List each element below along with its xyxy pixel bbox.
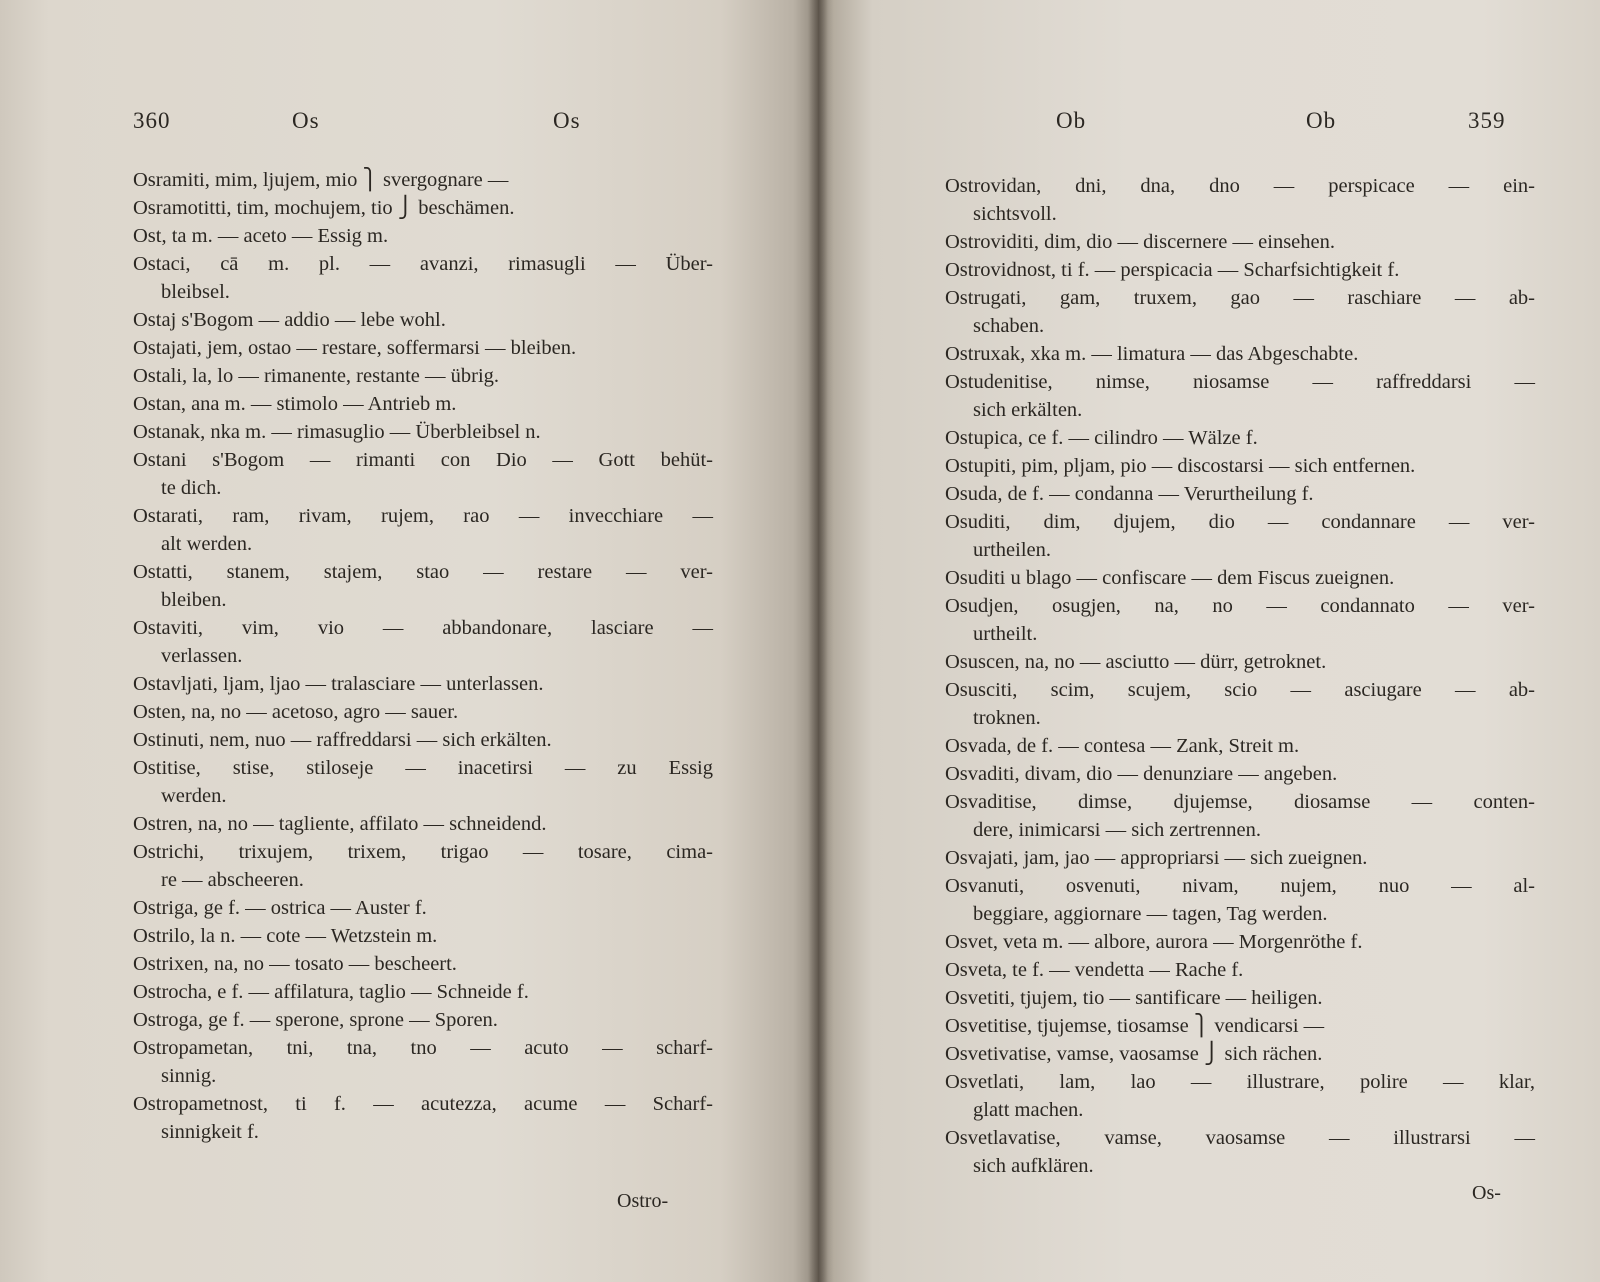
dictionary-entry [945, 228, 1535, 256]
dictionary-entry [945, 844, 1535, 872]
dictionary-entry [133, 922, 713, 950]
dictionary-entry [133, 390, 713, 418]
dictionary-entry [133, 698, 713, 726]
entry-line: Osvaditise, dimse, djujemse, diosamse — conten- [945, 791, 1535, 813]
dictionary-entry [945, 368, 1535, 424]
entry-line: Osvanuti, osvenuti, nivam, nujem, nuo — al- [945, 875, 1535, 897]
dictionary-entry [945, 508, 1535, 564]
entry-line: Ostan, ana m. — stimolo — Antrieb m. [133, 393, 457, 415]
dictionary-entry [945, 1040, 1535, 1068]
dictionary-entry [945, 760, 1535, 788]
entry-line: Osvetiti, tjujem, tio — santificare — heiligen. [945, 987, 1323, 1009]
entry-line: Osvet, veta m. — albore, aurora — Morgenröthe f. [945, 931, 1363, 953]
dictionary-entry [945, 480, 1535, 508]
dictionary-entry [133, 614, 713, 670]
entry-line: Ostrovidnost, ti f. — perspicacia — Scharfsichtigkeit f. [945, 259, 1400, 281]
dictionary-entry [945, 284, 1535, 340]
entry-continuation: troknen. [973, 707, 1041, 729]
dictionary-entry [133, 726, 713, 754]
page-number: 359 [1468, 108, 1506, 133]
dictionary-entry [945, 1068, 1535, 1124]
dictionary-entry [133, 670, 713, 698]
entry-line: Ostupica, ce f. — cilindro — Wälze f. [945, 427, 1258, 449]
dictionary-entry [945, 1012, 1535, 1040]
entry-continuation: beggiare, aggiornare — tagen, Tag werden. [973, 903, 1328, 925]
running-header-right: Os [553, 108, 581, 133]
entry-continuation: glatt machen. [973, 1099, 1084, 1121]
entry-line: Osuditi, dim, djujem, dio — condannare — ver- [945, 511, 1535, 533]
entry-line: Ostaj s'Bogom — addio — lebe wohl. [133, 309, 446, 331]
entry-line: Ostavljati, ljam, ljao — tralasciare — unterlassen. [133, 673, 544, 695]
entry-line: Ostajati, jem, ostao — restare, soffermarsi — bleiben. [133, 337, 577, 359]
entry-line: Osuditi u blago — confiscare — dem Fiscus zueignen. [945, 567, 1395, 589]
dictionary-entry [945, 424, 1535, 452]
dictionary-entry [945, 1124, 1535, 1180]
dictionary-entry [133, 838, 713, 894]
entry-continuation: dere, inimicarsi — sich zertrennen. [973, 819, 1262, 841]
entry-line: Ostrichi, trixujem, trixem, trigao — tosare, cima- [133, 841, 713, 863]
entry-line: Ostrilo, la n. — cote — Wetzstein m. [133, 925, 438, 947]
entry-continuation: re — abscheeren. [161, 869, 304, 891]
entry-line: Osuscen, na, no — asciutto — dürr, getroknet. [945, 651, 1327, 673]
entry-line: Ostaci, cā m. pl. — avanzi, rimasugli — Über- [133, 253, 713, 275]
dictionary-entries [133, 166, 713, 1146]
dictionary-entry [945, 872, 1535, 928]
dictionary-entry [945, 676, 1535, 732]
dictionary-entry [133, 250, 713, 306]
entry-line: Ostanak, nka m. — rimasuglio — Überbleibsel n. [133, 421, 541, 443]
entry-line: Ostroga, ge f. — sperone, sprone — Sporen. [133, 1009, 498, 1031]
entry-continuation: bleibsel. [161, 281, 230, 303]
dictionary-entry [133, 362, 713, 390]
entry-line: Ostitise, stise, stiloseje — inacetirsi — zu Essig [133, 757, 713, 779]
entry-line: Osvetlati, lam, lao — illustrare, polire — klar, [945, 1071, 1535, 1093]
dictionary-entry [945, 172, 1535, 228]
dictionary-entry [133, 978, 713, 1006]
entry-line: Osten, na, no — acetoso, agro — sauer. [133, 701, 459, 723]
entry-line: Ostropametan, tni, tna, tno — acuto — scharf- [133, 1037, 713, 1059]
entry-line: Ostruxak, xka m. — limatura — das Abgeschabte. [945, 343, 1359, 365]
entry-line: Osuda, de f. — condanna — Verurtheilung f. [945, 483, 1314, 505]
dictionary-entry [945, 732, 1535, 760]
entry-line: Ostudenitise, nimse, niosamse — raffreddarsi — [945, 371, 1535, 393]
entry-continuation: urtheilen. [973, 539, 1051, 561]
catchword: Ostro- [617, 1190, 669, 1212]
entry-continuation: verlassen. [161, 645, 243, 667]
dictionary-entry [133, 754, 713, 810]
entry-continuation: alt werden. [161, 533, 253, 555]
entry-line: Osudjen, osugjen, na, no — condannato — ver- [945, 595, 1535, 617]
dictionary-entry [945, 256, 1535, 284]
entry-line: Osvetlavatise, vamse, vaosamse — illustrarsi — [945, 1127, 1535, 1149]
dictionary-entry [133, 334, 713, 362]
entry-line: Ostrugati, gam, truxem, gao — raschiare — ab- [945, 287, 1535, 309]
entry-line: Ostroviditi, dim, dio — discernere — einsehen. [945, 231, 1335, 253]
dictionary-entry [133, 810, 713, 838]
dictionary-entry [133, 502, 713, 558]
dictionary-entries [945, 172, 1535, 1180]
entry-line: Ostriga, ge f. — ostrica — Auster f. [133, 897, 427, 919]
entry-continuation: sinnigkeit f. [161, 1121, 259, 1143]
dictionary-entry [133, 1006, 713, 1034]
dictionary-entry [133, 306, 713, 334]
entry-line: Osvetivatise, vamse, vaosamse ⎭ sich rächen. [945, 1043, 1323, 1065]
entry-line: Ostropametnost, ti f. — acutezza, acume — Scharf- [133, 1093, 713, 1115]
running-header-left: Ob [1056, 108, 1087, 133]
dictionary-entry [945, 788, 1535, 844]
running-header-left: Os [292, 108, 320, 133]
entry-continuation: urtheilt. [973, 623, 1038, 645]
book-gutter [808, 0, 828, 1282]
dictionary-entry [945, 592, 1535, 648]
dictionary-entry [945, 340, 1535, 368]
dictionary-entry [133, 418, 713, 446]
entry-line: Ostrixen, na, no — tosato — bescheert. [133, 953, 457, 975]
dictionary-entry [945, 984, 1535, 1012]
entry-line: Ostarati, ram, rivam, rujem, rao — invecchiare — [133, 505, 713, 527]
entry-continuation: sich erkälten. [973, 399, 1083, 421]
entry-line: Ostrovidan, dni, dna, dno — perspicace — ein- [945, 175, 1535, 197]
entry-line: Osramiti, mim, ljujem, mio ⎫ svergognare — [133, 169, 509, 191]
entry-line: Ost, ta m. — aceto — Essig m. [133, 225, 389, 247]
entry-line: Ostren, na, no — tagliente, affilato — schneidend. [133, 813, 547, 835]
entry-line: Ostupiti, pim, pljam, pio — discostarsi — sich entfernen. [945, 455, 1416, 477]
entry-line: Osveta, te f. — vendetta — Rache f. [945, 959, 1244, 981]
dictionary-entry [133, 194, 713, 222]
catchword: Os- [1472, 1182, 1501, 1204]
entry-line: Osvajati, jam, jao — appropriarsi — sich zueignen. [945, 847, 1368, 869]
entry-line: Osramotitti, tim, mochujem, tio ⎭ beschämen. [133, 197, 515, 219]
page-number: 360 [133, 108, 171, 133]
dictionary-entry [133, 558, 713, 614]
dictionary-entry [133, 1090, 713, 1146]
entry-line: Ostatti, stanem, stajem, stao — restare — ver- [133, 561, 713, 583]
entry-line: Ostani s'Bogom — rimanti con Dio — Gott behüt- [133, 449, 713, 471]
entry-line: Ostali, la, lo — rimanente, restante — übrig. [133, 365, 500, 387]
entry-line: Ostrocha, e f. — affilatura, taglio — Schneide f. [133, 981, 529, 1003]
dictionary-entry [133, 166, 713, 194]
entry-line: Ostaviti, vim, vio — abbandonare, lasciare — [133, 617, 713, 639]
entry-continuation: te dich. [161, 477, 222, 499]
dictionary-entry [133, 894, 713, 922]
dictionary-entry [945, 564, 1535, 592]
dictionary-entry [133, 446, 713, 502]
entry-continuation: schaben. [973, 315, 1045, 337]
entry-line: Ostinuti, nem, nuo — raffreddarsi — sich erkälten. [133, 729, 552, 751]
entry-continuation: werden. [161, 785, 227, 807]
entry-line: Osvaditi, divam, dio — denunziare — angeben. [945, 763, 1338, 785]
entry-line: Osvetitise, tjujemse, tiosamse ⎫ vendicarsi — [945, 1015, 1325, 1037]
right-page [818, 0, 1600, 1282]
entry-continuation: bleiben. [161, 589, 227, 611]
dictionary-entry [945, 928, 1535, 956]
dictionary-entry [945, 452, 1535, 480]
dictionary-entry [133, 222, 713, 250]
dictionary-entry [945, 956, 1535, 984]
dictionary-entry [133, 950, 713, 978]
entry-continuation: sich aufklären. [973, 1155, 1094, 1177]
entry-continuation: sichtsvoll. [973, 203, 1057, 225]
entry-continuation: sinnig. [161, 1065, 217, 1087]
dictionary-entry [945, 648, 1535, 676]
dictionary-entry [133, 1034, 713, 1090]
running-header-right: Ob [1306, 108, 1337, 133]
entry-line: Osusciti, scim, scujem, scio — asciugare — ab- [945, 679, 1535, 701]
entry-line: Osvada, de f. — contesa — Zank, Streit m. [945, 735, 1300, 757]
